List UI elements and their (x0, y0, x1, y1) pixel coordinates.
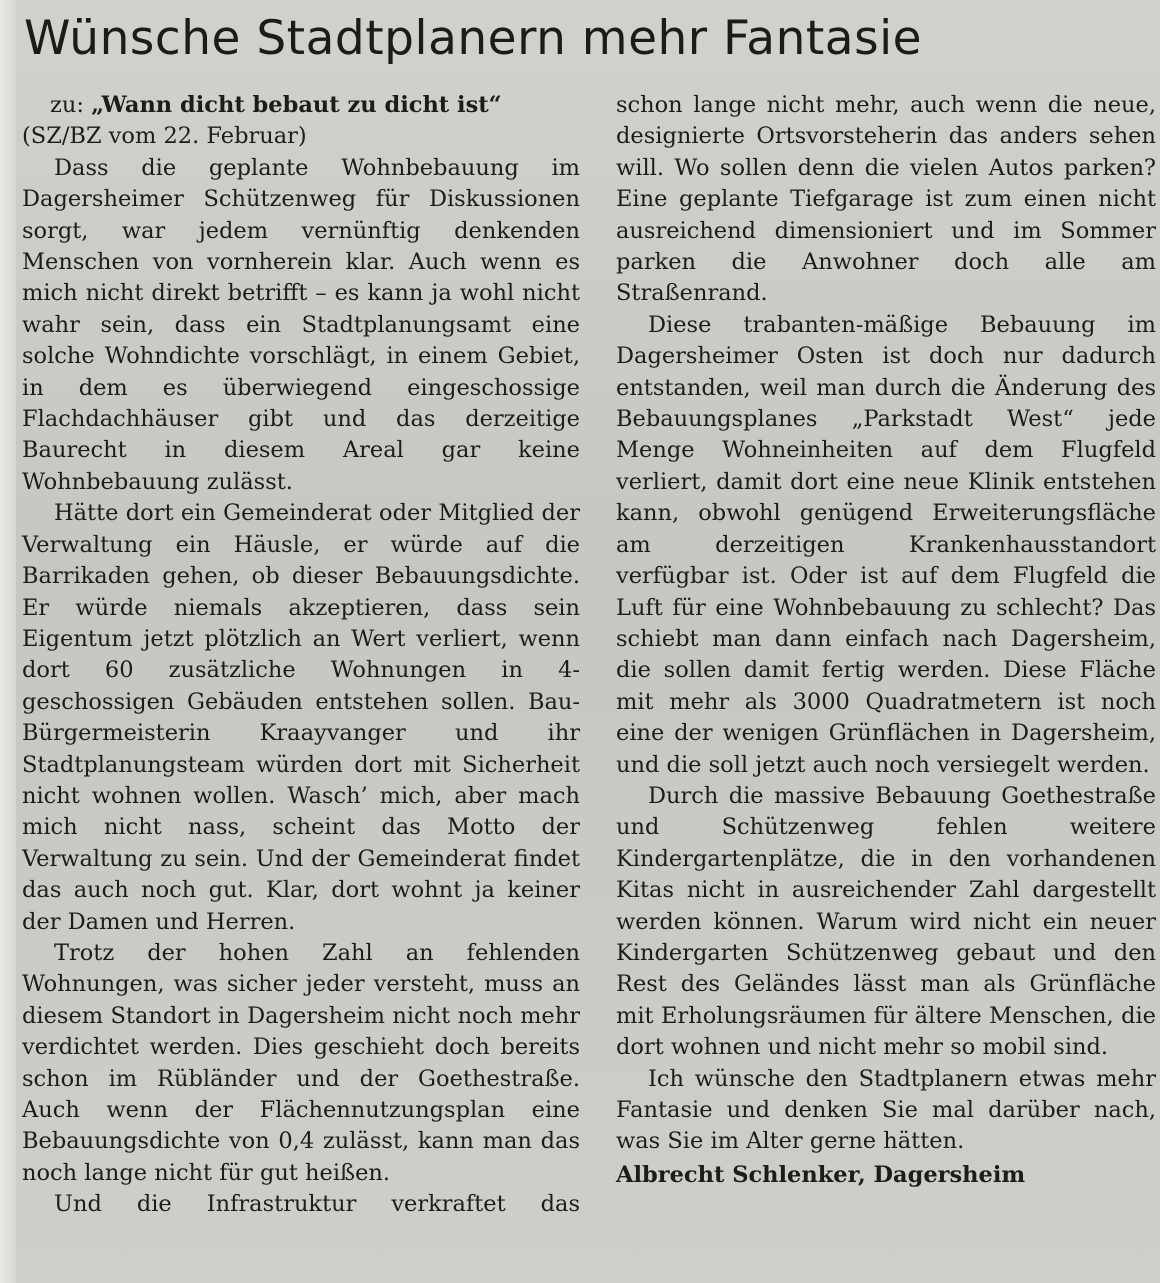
paragraph: Trotz der hohen Zahl an fehlenden Wohnungen, was sicher jeder versteht, muss an diesem Standort in Dagersheim nicht noch mehr verdichtet werden. Dies geschieht doch bereits schon im Rübländer und der Goethestraße. Auch wenn der Flächennutzungsplan eine Bebauungsdichte von 0,4 zulässt, kann man das noch lange nicht für gut heißen. (22, 939, 580, 1186)
reference-line (22, 90, 580, 121)
reference-title: „Wann dicht bebaut zu dicht ist“ (91, 92, 502, 118)
paragraph: Diese trabanten-mäßige Bebauung im Dagersheimer Osten ist doch nur dadurch entstanden, weil man durch die Änderung des Bebauungsplanes „Parkstadt West“ jede Menge Wohneinheiten auf dem Flugfeld verliert, damit dort eine neue Klinik entstehen kann, obwohl genügend Erweiterungsfläche am derzeitigen Krankenhausstandort verfügbar ist. Oder ist auf dem Flugfeld die Luft für eine Wohnbebauung zu schlecht? Das schiebt man dann einfach nach Dagersheim, die sollen damit fertig werden. Diese Fläche mit mehr als 3000 Quadratmetern ist noch eine der wenigen Grünflächen in Dagersheim, und die soll jetzt auch noch versiegelt werden. (616, 311, 1156, 778)
paragraph: Dass die geplante Wohnbebauung im Dagersheimer Schützenweg für Diskussionen sorgt, war jedem vernünftig denkenden Menschen von vornherein klar. Auch wenn es mich nicht direkt betrifft – es kann ja wohl nicht wahr sein, dass ein Stadtplanungsamt eine solche Wohndichte vorschlägt, in einem Gebiet, in dem es überwiegend eingeschossige Flachdachhäuser gibt und das derzeitige Baurecht in diesem Areal gar keine Wohnbebauung zulässt. (22, 154, 580, 495)
headline: Wünsche Stadtplanern mehr Fantasie (24, 11, 923, 66)
paper-edge (0, 0, 16, 1283)
paragraph: Hätte dort ein Gemeinderat oder Mitglied der Verwaltung ein Häusle, er würde auf die Barrikaden gehen, ob dieser Bebauungsdichte. Er würde niemals akzeptieren, dass sein Eigentum jetzt plötzlich an Wert verliert, wenn dort 60 zusätzliche Wohnungen in 4-geschossigen Gebäuden entstehen sollen. Bau-Bürgermeisterin Kraayvanger und ihr Stadtplanungsteam würden dort mit Sicherheit nicht wohnen wollen. Wasch’ mich, aber mach mich nicht nass, scheint das Motto der Verwaltung zu sein. Und der Gemeinderat findet das auch noch gut. Klar, dort wohnt ja keiner der Damen und Herren. (22, 500, 580, 935)
paragraph: Und die Infrastruktur verkraftet das (54, 1191, 580, 1218)
left-column (22, 90, 580, 1221)
right-column (616, 90, 1156, 1191)
paragraph: Ich wünsche den Stadtplanern etwas mehr Fantasie und denken Sie mal darüber nach, was Sie im Alter gerne hätten. (616, 1065, 1156, 1155)
paragraph: Durch die massive Bebauung Goethestraße und Schützenweg fehlen weitere Kindergartenplätze, die in den vorhandenen Kitas nicht in ausreichender Zahl dargestellt werden können. Warum wird nicht ein neuer Kindergarten Schützenweg gebaut und den Rest des Geländes lässt man als Grünfläche mit Erholungsräumen für ältere Menschen, die dort wohnen und nicht mehr so mobil sind. (616, 782, 1156, 1061)
reference-prefix: zu: (50, 92, 92, 118)
paragraph: schon lange nicht mehr, auch wenn die neue, designierte Ortsvorsteherin das anders sehen will. Wo sollen denn die vielen Autos parken? Eine geplante Tiefgarage ist zum einen nicht ausreichend dimensioniert und im Sommer parken die Anwohner doch alle am Straßenrand. (616, 92, 1156, 307)
signature: Albrecht Schlenker, Dagersheim (616, 1161, 1026, 1188)
reference-source: (SZ/BZ vom 22. Februar) (22, 123, 307, 150)
